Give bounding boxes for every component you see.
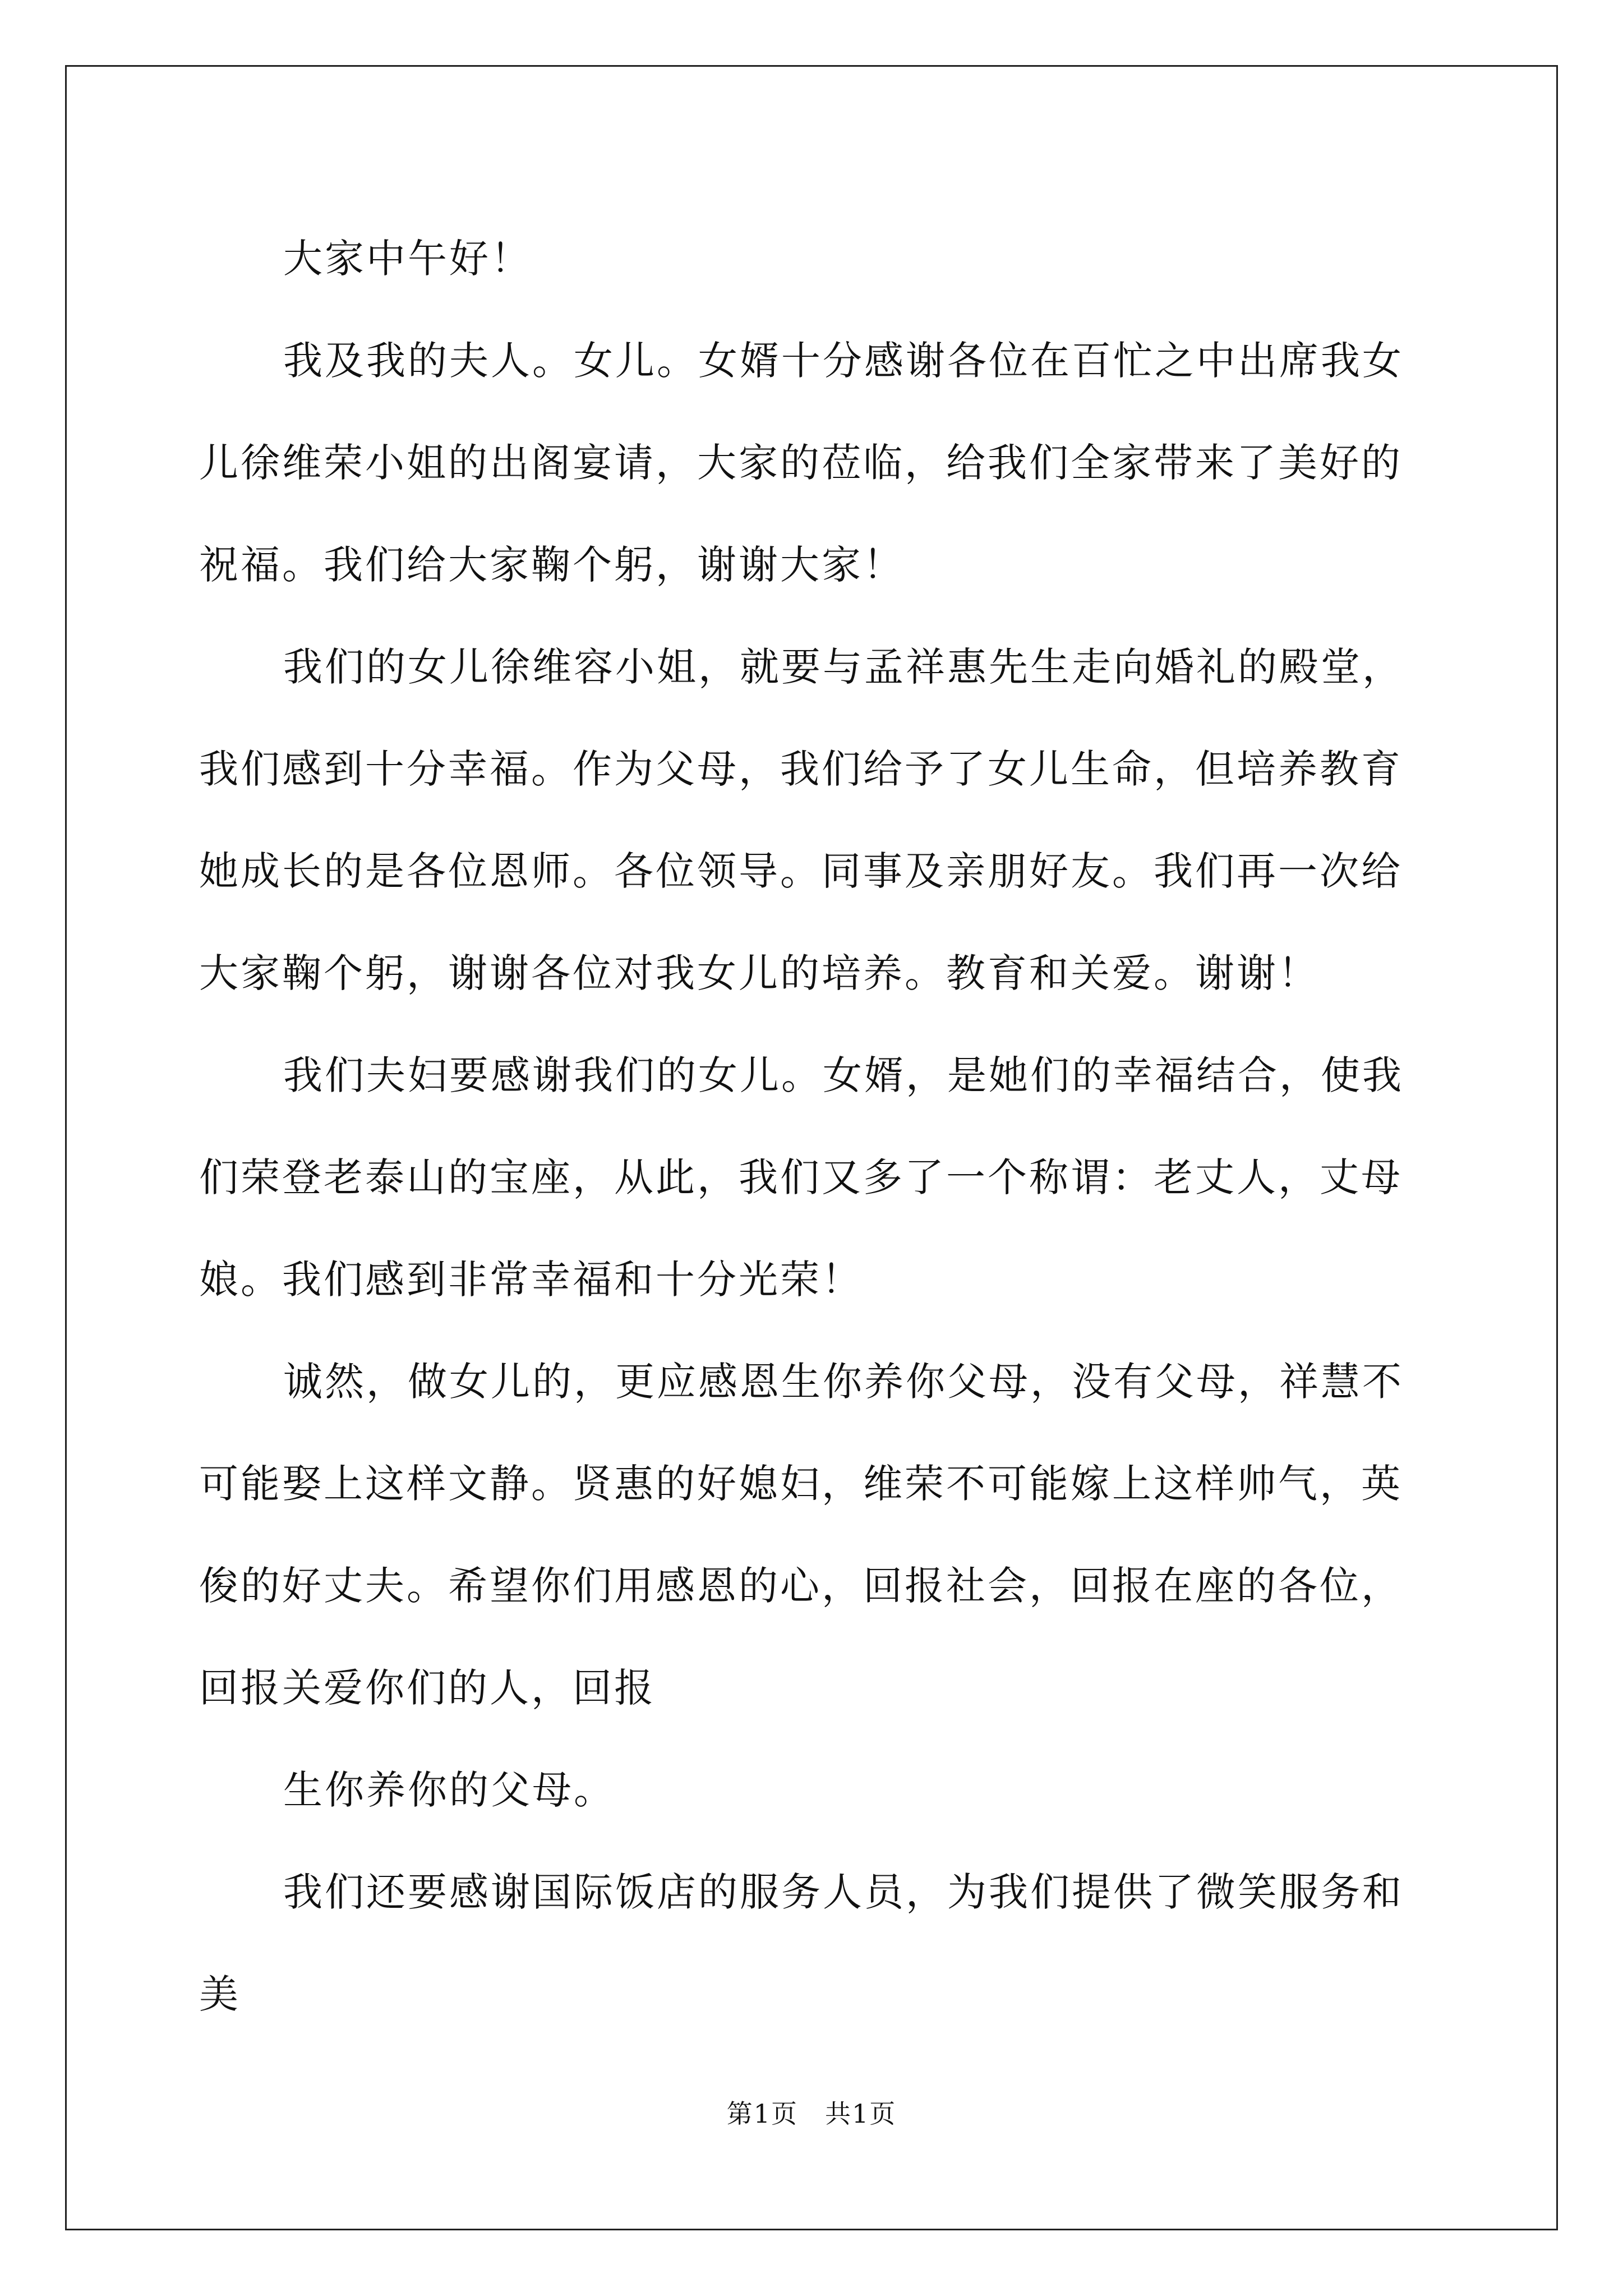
- paragraph-daughter-wedding: 我们的女儿徐维容小姐，就要与孟祥惠先生走向婚礼的殿堂，我们感到十分幸福。作为父母，我们给予了女儿生命，但培养教育她成长的是各位恩师。各位领导。同事及亲朋好友。我们再一次给大家鞠个躬，谢谢各位对我女儿的培养。教育和关爱。谢谢！: [199, 644, 1404, 996]
- paragraph-thanks-guests: 我及我的夫人。女儿。女婿十分感谢各位在百忙之中出席我女儿徐维荣小姐的出阁宴请，大家的莅临，给我们全家带来了美好的祝福。我们给大家鞠个躬，谢谢大家！: [199, 338, 1404, 588]
- document-body: [199, 208, 1433, 2045]
- paragraph-greeting: 大家中午好！: [283, 236, 532, 282]
- paragraph-parents: 生你养你的父母。: [283, 1767, 615, 1813]
- paragraph-thanks-couple: 我们夫妇要感谢我们的女儿。女婿，是她们的幸福结合，使我们荣登老泰山的宝座，从此，我们又多了一个称谓：老丈人，丈母娘。我们感到非常幸福和十分光荣！: [199, 1052, 1404, 1303]
- paragraph-thanks-hotel: 我们还要感谢国际饭店的服务人员，为我们提供了微笑服务和美: [199, 1869, 1404, 2017]
- paragraph-gratitude-advice: 诚然，做女儿的，更应感恩生你养你父母，没有父母，祥慧不可能娶上这样文静。贤惠的好媳妇，维荣不可能嫁上这样帅气，英俊的好丈夫。希望你们用感恩的心，回报社会，回报在座的各位，回报关爱你们的人，回报: [199, 1359, 1404, 1711]
- page-number-footer: 第1页 共1页: [726, 2099, 897, 2129]
